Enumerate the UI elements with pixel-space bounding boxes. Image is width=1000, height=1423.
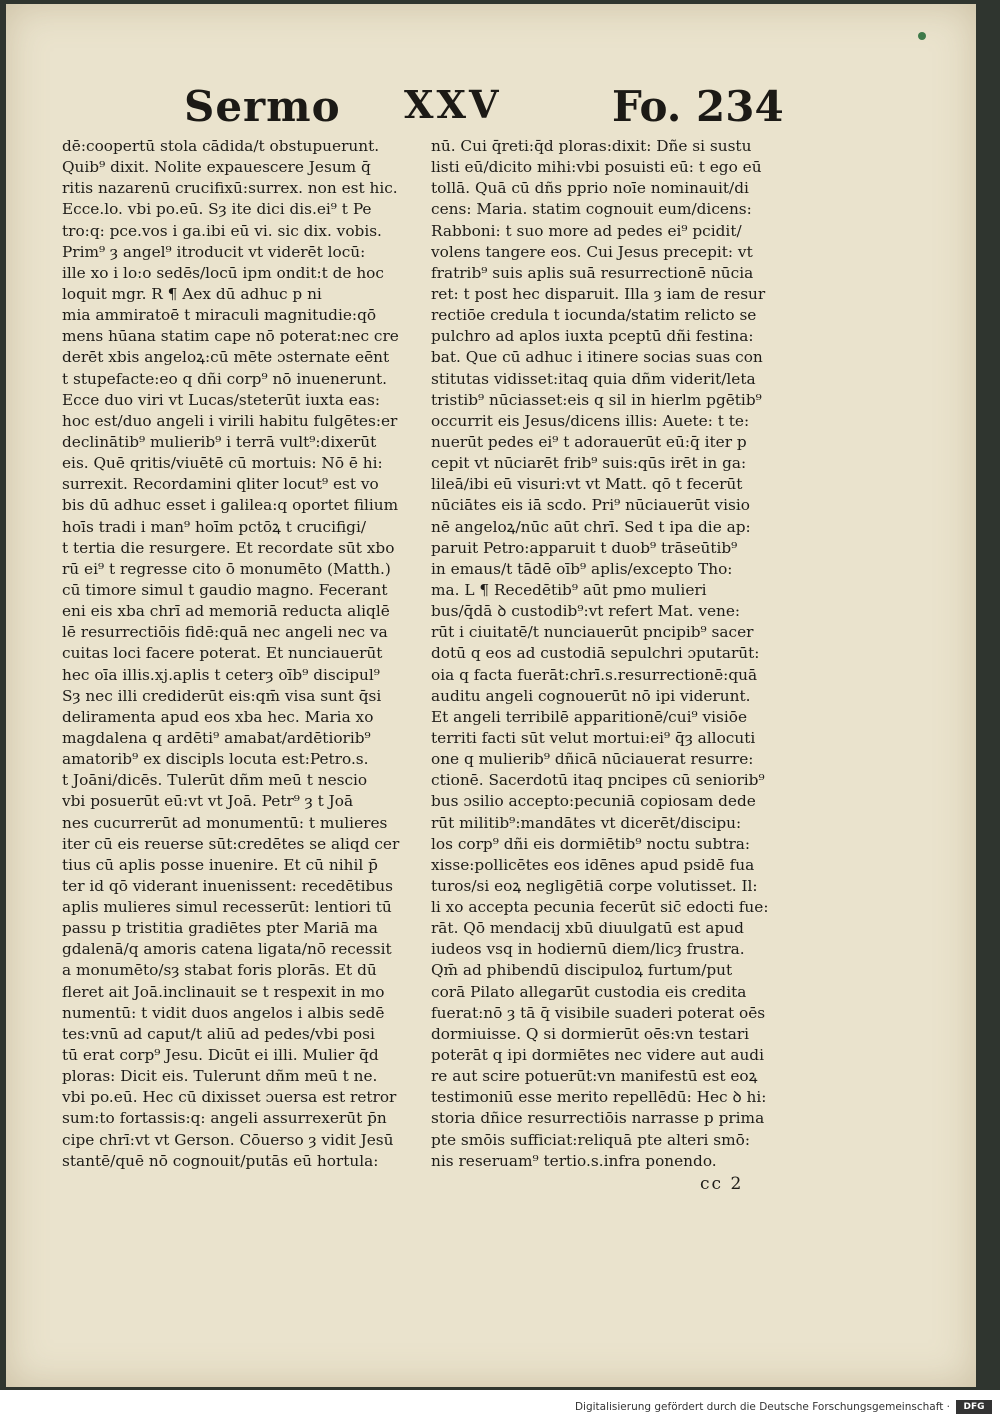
text-line: volens tangere eos. Cui Jesus precepit: vt — [431, 242, 753, 261]
text-line: ritis nazarenū crucifixū:surrex. non est hic. — [62, 179, 398, 198]
text-line: poterāt q ipi dormiētes nec videre aut audi — [431, 1046, 764, 1065]
text-line: li xo accepta pecunia fecerūt sic̄ edocti fue: — [431, 898, 769, 917]
text-line: bat. Que cū adhuc i itinere socias suas con — [431, 348, 763, 367]
text-line: occurrit eis Jesus/dicens illis: Auete: t te: — [431, 411, 750, 430]
corner-mark — [918, 32, 926, 40]
footer-credit: Digitalisierung gefördert durch die Deutsche Forschungsgemeinschaft · — [574, 1401, 950, 1413]
text-line: surrexit. Recordamini qliter locut⁹ est vo — [62, 475, 379, 494]
text-line: nuerūt pedes ei⁹ t adorauerūt eū:q̄ iter p — [431, 432, 747, 451]
text-line: mens hūana statim cape nō poterat:nec cre — [62, 327, 399, 346]
text-line: aplis mulieres simul recesserūt: lentiori tū — [62, 898, 392, 917]
text-line: fuerat:nō ȝ tā q̄ visibile suaderi poterat oēs — [431, 1003, 766, 1022]
text-line: t stupefacte:eo q dñi corp⁹ nō inuenerunt. — [62, 369, 387, 388]
text-line: los corp⁹ dñi eis dormiētib⁹ noctu subtra: — [431, 834, 751, 853]
text-line: Sȝ nec illi crediderūt eis:qm̄ visa sunt q̄si — [62, 686, 382, 705]
text-line: t Joāni/dicēs. Tulerūt dñm meū t nescio — [62, 771, 368, 790]
text-line: ret: t post hec disparuit. Illa ȝ iam de resur — [431, 284, 766, 303]
text-line: corā Pilato allegarūt custodia eis credita — [431, 982, 747, 1001]
page-header — [6, 82, 976, 132]
text-line: Qm̄ ad phibendū discipuloꝝ furtum/put — [431, 961, 733, 980]
right-text-column — [431, 136, 806, 1172]
text-line: a monumēto/sȝ stabat foris plorās. Et dū — [62, 961, 377, 980]
dfg-logo: DFG — [956, 1400, 992, 1414]
header-folio: Fo. 234 — [612, 82, 784, 131]
text-line: bus ɔsilio accepto:pecuniā copiosam dede — [431, 792, 756, 811]
text-line: declinātib⁹ mulierib⁹ i terrā vult⁹:dixerūt — [62, 432, 377, 451]
text-line: hoīs tradi i man⁹ hoīm pctōꝝ t crucifigi/ — [62, 517, 367, 536]
text-line: stantē/quē nō cognouit/putās eū hortula: — [62, 1151, 379, 1170]
text-line: iudeos vsq in hodiernū diem/licȝ frustra. — [431, 940, 745, 959]
text-line: pulchro ad aplos iuxta pceptū dñi festina: — [431, 327, 754, 346]
text-line: cū timore simul t gaudio magno. Fecerant — [62, 580, 388, 599]
text-line: loquit mgr. R ¶ Aex dū adhuc p ni — [62, 284, 322, 303]
book-page — [6, 4, 976, 1387]
text-line: tristib⁹ nūciasset:eis q sil in hierlm pgētib⁹ — [431, 390, 762, 409]
text-line: eni eis xba chrī ad memoriā reducta aliqlē — [62, 602, 390, 621]
text-line: tius cū aplis posse inuenire. Et cū nihil p̄ — [62, 855, 378, 874]
text-line: oia q facta fuerāt:chrī.s.resurrectionē:quā — [431, 665, 758, 684]
text-line: nis reseruam⁹ tertio.s.infra ponendo. — [431, 1151, 717, 1170]
text-line: vbi posuerūt eū:vt vt Joā. Petr⁹ ȝ t Joā — [62, 792, 354, 811]
text-line: rūt militib⁹:mandātes vt dicerēt/discipu: — [431, 813, 742, 832]
text-line: rū ei⁹ t regresse cito ō monumēto (Matth.) — [62, 559, 391, 578]
text-line: bis dū adhuc esset i galilea:q oportet filium — [62, 496, 399, 515]
text-line: one q mulierib⁹ dñicā nūciauerat resurre: — [431, 750, 754, 769]
text-line: nū. Cui q̄reti:q̄d ploras:dixit: Dñe si sustu — [431, 137, 752, 155]
text-line: derēt xbis angeloꝝ:cū mēte ɔsternate eēnt — [62, 348, 390, 367]
text-line: lē resurrectiōis fidē:quā nec angeli nec va — [62, 623, 388, 642]
text-line: Prim⁹ ȝ angel⁹ itroducit vt viderēt locū: — [62, 242, 366, 261]
text-line: sum:to fortassis:q: angeli assurrexerūt p̄n — [62, 1109, 387, 1128]
text-line: rūt i ciuitatē/t nunciauerūt pncipib⁹ sacer — [431, 623, 754, 642]
text-line: listi eū/dicito mihi:vbi posuisti eū: t ego eū — [431, 158, 762, 177]
text-line: nē angeloꝝ/nūc aūt chrī. Sed t ipa die ap: — [431, 517, 751, 536]
text-line: rāt. Qō mendacij xbū diuulgatū est apud — [431, 919, 744, 938]
header-sermo: Sermo — [184, 82, 341, 131]
text-line: cuitas loci facere poterat. Et nunciauerūt — [62, 644, 383, 663]
text-line: nes cucurrerūt ad monumentū: t mulieres — [62, 813, 388, 832]
text-line: Ecce.lo. vbi po.eū. Sȝ ite dici dis.ei⁹ t Pe — [62, 200, 372, 219]
text-line: iter cū eis reuerse sūt:credētes se aliqd cer — [62, 834, 400, 853]
text-line: bus/q̄dā ꝺ custodib⁹:vt refert Mat. vene: — [431, 602, 741, 621]
header-number: XXV — [404, 82, 502, 127]
text-line: ter id qō viderant inuenissent: recedētibus — [62, 876, 393, 895]
text-line: hec oīa illis.xj.aplis t ceterȝ oīb⁹ discipul⁹ — [62, 665, 380, 684]
text-line: Quib⁹ dixit. Nolite expauescere Jesum q̄ — [62, 158, 371, 177]
text-line: ille xo i lo:o sedēs/locū ipm ondit:t de hoc — [62, 263, 384, 282]
text-line: turos/si eoꝝ negligētiā corpe volutisset. Il: — [431, 876, 758, 895]
text-line: tes:vnū ad caput/t aliū ad pedes/vbi posi — [62, 1024, 375, 1043]
text-line: nūciātes eis iā scdo. Pri⁹ nūciauerūt visio — [431, 496, 750, 515]
text-line: in emaus/t tādē oīb⁹ aplis/excepto Tho: — [431, 559, 733, 578]
text-line: eis. Quē qritis/viuētē cū mortuis: Nō ē hi: — [62, 454, 383, 473]
text-line: Rabboni: t suo more ad pedes ei⁹ pcidit/ — [431, 221, 742, 240]
text-line: storia dñice resurrectiōis narrasse p prima — [431, 1109, 765, 1128]
left-text-column — [62, 136, 427, 1172]
text-line: t tertia die resurgere. Et recordate sūt xbo — [62, 538, 395, 557]
footer-bar — [0, 1396, 1000, 1423]
text-line: dormiuisse. Q si dormierūt oēs:vn testari — [431, 1024, 750, 1043]
text-line: paruit Petro:apparuit t duob⁹ trāseūtib⁹ — [431, 538, 738, 557]
text-line: auditu angeli cognouerūt nō ipi viderunt. — [431, 686, 751, 705]
text-line: amatorib⁹ ex discipls locuta est:Petro.s. — [62, 750, 369, 769]
text-line: xisse:pollicētes eos idēnes apud psidē fua — [431, 855, 755, 874]
text-line: lileā/ibi eū visuri:vt vt Matt. qō t fecerūt — [431, 475, 743, 494]
text-line: deliramenta apud eos xba hec. Maria xo — [62, 707, 374, 726]
text-line: re aut scire potuerūt:vn manifestū est eoꝝ — [431, 1067, 758, 1086]
text-line: cipe chrī:vt vt Gerson. Cōuerso ȝ vidit Jesū — [62, 1130, 394, 1149]
text-line: Ecce duo viri vt Lucas/steterūt iuxta eas: — [62, 390, 380, 409]
text-line: dotū q eos ad custodiā sepulchri ɔputarūt: — [431, 644, 760, 663]
text-line: rectiōe credula t iocunda/statim relicto se — [431, 306, 757, 325]
text-line: pte smōis sufficiat:reliquā pte alteri smō: — [431, 1130, 750, 1149]
signature-mark: cc 2 — [700, 1174, 744, 1194]
text-line: stitutas vidisset:itaq quia dñm viderit/leta — [431, 369, 756, 388]
text-line: territi facti sūt velut mortui:ei⁹ q̄ȝ allocuti — [431, 728, 756, 747]
text-line: tollā. Quā cū dñs pprio noīe nominauit/di — [431, 179, 749, 198]
text-line: ma. L ¶ Recedētib⁹ aūt pmo mulieri — [431, 580, 707, 599]
text-line: cepit vt nūciarēt frib⁹ suis:qūs irēt in ga: — [431, 454, 747, 473]
text-line: tro:q: pce.vos i ga.ibi eū vi. sic dix. vobis. — [62, 221, 382, 240]
text-line: fleret ait Joā.inclinauit se t respexit in mo — [62, 982, 385, 1001]
text-line: magdalena q ardēti⁹ amabat/ardētiorib⁹ — [62, 728, 371, 747]
text-line: tū erat corp⁹ Jesu. Dicūt ei illi. Mulier q̄d — [62, 1046, 379, 1065]
text-line: hoc est/duo angeli i virili habitu fulgētes:er — [62, 411, 398, 430]
text-line: gdalenā/q amoris catena ligata/nō recessit — [62, 940, 392, 959]
text-line: vbi po.eū. Hec cū dixisset ɔuersa est retror — [62, 1088, 397, 1107]
text-line: dē:coopertū stola cādida/t obstupuerunt. — [62, 137, 380, 155]
text-line: fratrib⁹ suis aplis suā resurrectionē nūcia — [431, 263, 754, 282]
text-line: testimoniū esse merito repellēdū: Hec ꝺ hi: — [431, 1088, 767, 1107]
text-line: cens: Maria. statim cognouit eum/dicens: — [431, 200, 752, 219]
text-line: Et angeli terribilē apparitionē/cui⁹ visiōe — [431, 707, 748, 726]
text-line: passu p tristitia gradiētes pter Mariā ma — [62, 919, 378, 938]
text-line: ploras: Dicit eis. Tulerunt dñm meū t ne. — [62, 1067, 378, 1086]
text-line: mia ammiratoē t miraculi magnitudie:qō — [62, 306, 377, 325]
text-line: ctionē. Sacerdotū itaq pncipes cū seniorib⁹ — [431, 771, 765, 790]
text-line: numentū: t vidit duos angelos i albis sedē — [62, 1003, 385, 1022]
